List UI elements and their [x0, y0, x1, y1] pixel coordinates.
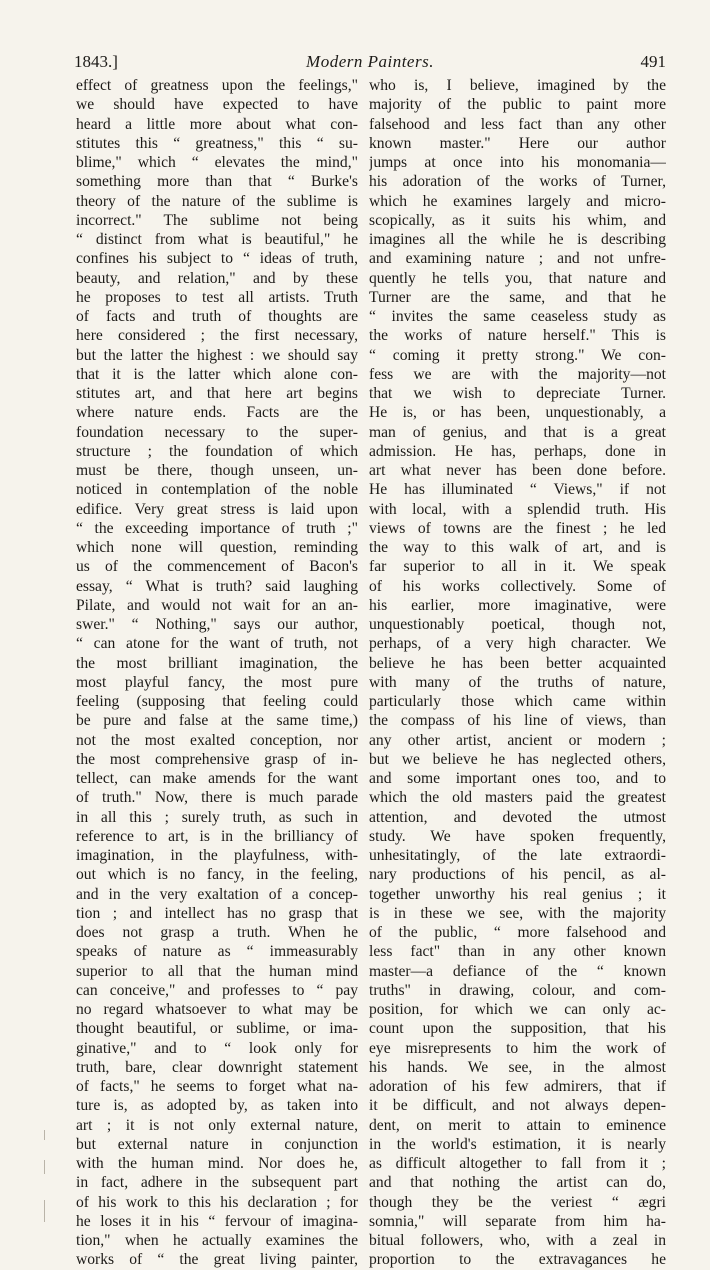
- text-line: He has illuminated “ Views," if not: [369, 481, 666, 499]
- text-line: is in these we see, with the majority: [369, 904, 666, 922]
- header-title: Modern Painters.: [306, 52, 434, 71]
- text-line: ginative," and to “ look only for: [76, 1039, 358, 1057]
- text-line: and examining nature ; and not unfre-: [369, 250, 666, 268]
- text-line: where nature ends. Facts are the: [76, 404, 358, 422]
- text-line: the most comprehensive grasp of in-: [76, 750, 358, 768]
- text-line: but external nature in conjunction: [76, 1135, 358, 1153]
- text-line: of facts," he seems to forget what na-: [76, 1078, 358, 1095]
- text-line: which none will question, reminding: [76, 539, 358, 556]
- text-line: position, for which we can only ac-: [369, 1001, 666, 1018]
- text-line: the works of nature herself." This is: [369, 327, 666, 345]
- text-line: no regard whatsoever to what may be: [76, 1001, 358, 1018]
- text-line: incorrect." The sublime not being: [76, 211, 358, 229]
- text-line: noticed in contemplation of the noble: [76, 481, 358, 499]
- text-line: in fact, adhere in the subsequent part: [76, 1174, 358, 1192]
- text-line: falsehood and less fact than any other: [369, 115, 666, 133]
- left-column: [76, 76, 358, 1270]
- text-line: any other artist, ancient or modern ;: [369, 731, 666, 749]
- text-line: eye misrepresents to him the work of: [369, 1039, 666, 1057]
- text-line: and in the very exaltation of a concep-: [76, 885, 358, 903]
- text-line: the most brilliant imagination, the: [76, 654, 358, 672]
- text-line: confines his subject to “ ideas of truth,: [76, 250, 358, 268]
- text-line: tion ; and intellect has no grasp that: [76, 904, 358, 922]
- text-line: tion," when he actually examines the: [76, 1232, 358, 1249]
- text-line: in all this ; surely truth, as such in: [76, 808, 358, 826]
- text-line: Turner are the same, and that he: [369, 288, 666, 306]
- header-year: 1843.]: [74, 52, 118, 71]
- text-line: “ the exceeding importance of truth ;": [76, 519, 358, 537]
- text-line: “ distinct from what is beautiful," he: [76, 231, 358, 248]
- text-line: stitutes this “ greatness," this “ su-: [76, 134, 358, 152]
- text-line: of the public, “ more falsehood and: [369, 924, 666, 941]
- text-line: nary productions of his pencil, as al-: [369, 866, 666, 884]
- text-line: his earlier, more imaginative, were: [369, 596, 666, 614]
- text-line: out which is no fancy, in the feeling,: [76, 866, 358, 884]
- text-line: his adoration of the works of Turner,: [369, 173, 666, 191]
- text-line: He is, or has been, unquestionably, a: [369, 404, 666, 422]
- text-line: imagines all the while he is describing: [369, 231, 666, 248]
- text-line: and that nothing the artist can do,: [369, 1174, 666, 1192]
- text-line: that we wish to depreciate Turner.: [369, 385, 666, 402]
- text-line: of facts and truth of thoughts are: [76, 308, 358, 325]
- text-line: particularly those which came within: [369, 693, 666, 710]
- text-line: perhaps, of a very high character. We: [369, 635, 666, 653]
- text-line: but we believe he has neglected others,: [369, 750, 666, 768]
- text-line: imagination, in the playfulness, with-: [76, 847, 358, 864]
- text-line: dent, on merit to attain to eminence: [369, 1116, 666, 1134]
- text-line: unhesitatingly, of the late extraordi-: [369, 847, 666, 864]
- text-line: together unworthy his real genius ; it: [369, 885, 666, 903]
- text-line: it be difficult, and not always depen-: [369, 1097, 666, 1115]
- text-line: speaks of nature as “ immeasurably: [76, 943, 358, 961]
- text-line: swer." “ Nothing," says our author,: [76, 616, 358, 633]
- text-line: beauty, and relation," and by these: [76, 269, 358, 287]
- text-line: and some important ones too, and to: [369, 770, 666, 787]
- text-line: truths" in drawing, colour, and com-: [369, 981, 666, 999]
- text-line: works of “ the great living painter,: [76, 1251, 358, 1269]
- text-line: superior to all that the human mind: [76, 962, 358, 980]
- text-line: the way to this walk of art, and is: [369, 539, 666, 556]
- text-line: art ; it is not only external nature,: [76, 1116, 358, 1134]
- text-line: less fact" than in any other known: [369, 943, 666, 961]
- text-line: though they be the veriest “ ægri: [369, 1193, 666, 1211]
- text-line: truth, bare, clear downright statement: [76, 1058, 358, 1076]
- text-line: scopically, as it suits his whim, and: [369, 211, 666, 229]
- text-line: blime," which “ elevates the mind,": [76, 154, 358, 171]
- text-line: heard a little more about what con-: [76, 115, 358, 133]
- text-line: attention, and devoted the utmost: [369, 808, 666, 826]
- text-line: structure ; the foundation of which: [76, 442, 358, 460]
- text-line: stitutes art, and that here art begins: [76, 385, 358, 402]
- text-line: majority of the public to paint more: [369, 96, 666, 114]
- text-line: ture is, as adopted by, as taken into: [76, 1097, 358, 1115]
- text-line: we should have expected to have: [76, 96, 358, 114]
- text-line: he loses it in his “ fervour of imagina-: [76, 1212, 358, 1230]
- text-line: believe he has been better acquainted: [369, 654, 666, 672]
- text-line: of truth." Now, there is much parade: [76, 789, 358, 807]
- text-line: master—a defiance of the “ known: [369, 962, 666, 980]
- text-line: far superior to all in it. We speak: [369, 558, 666, 576]
- text-line: count upon the supposition, that his: [369, 1020, 666, 1038]
- text-line: of his work to this his declaration ; for: [76, 1193, 358, 1211]
- text-line: views of towns are the finest ; he led: [369, 519, 666, 537]
- text-line: who is, I believe, imagined by the: [369, 77, 666, 94]
- text-line: that it is the latter which alone con-: [76, 365, 358, 383]
- text-line: here considered ; the first necessary,: [76, 327, 358, 345]
- text-line: us of the commencement of Bacon's: [76, 558, 358, 576]
- margin-mark: [44, 1160, 45, 1174]
- right-column: [369, 76, 666, 1270]
- text-line: with the human mind. Nor does he,: [76, 1155, 358, 1172]
- text-line: foundation necessary to the super-: [76, 423, 358, 441]
- text-line: feeling (supposing that feeling could: [76, 693, 358, 710]
- text-line: adoration of his few admirers, that if: [369, 1078, 666, 1095]
- text-line: can conceive," and professes to “ pay: [76, 981, 358, 999]
- text-line: edifice. Very great stress is laid upon: [76, 500, 358, 518]
- text-line: essay, “ What is truth? said laughing: [76, 577, 358, 595]
- text-line: “ can atone for the want of truth, not: [76, 635, 358, 653]
- text-line: with many of the truths of nature,: [369, 673, 666, 691]
- text-line: which he examines largely and micro-: [369, 192, 666, 210]
- text-line: somnia," will separate from him ha-: [369, 1212, 666, 1230]
- text-line: thought beautiful, or sublime, or ima-: [76, 1020, 358, 1038]
- text-line: of his works collectively. Some of: [369, 577, 666, 595]
- text-line: in the world's estimation, it is nearly: [369, 1135, 666, 1153]
- text-line: effect of greatness upon the feelings,": [76, 77, 358, 94]
- text-line: “ invites the same ceaseless study as: [369, 308, 666, 325]
- page-number: 491: [640, 52, 666, 71]
- margin-mark: [44, 1200, 45, 1222]
- text-line: his hands. We see, in the almost: [369, 1058, 666, 1076]
- text-line: be pure and false at the same time,): [76, 712, 358, 730]
- text-line: known master." Here our author: [369, 134, 666, 152]
- text-line: but the latter the highest : we should say: [76, 346, 358, 364]
- text-line: jumps at once into his monomania—: [369, 154, 666, 171]
- text-line: does not grasp a truth. When he: [76, 924, 358, 941]
- text-line: must be there, though unseen, un-: [76, 462, 358, 479]
- text-line: man of genius, and that is a great: [369, 423, 666, 441]
- text-line: as difficult altogether to fall from it ;: [369, 1155, 666, 1172]
- text-line: theory of the nature of the sublime is: [76, 192, 358, 210]
- text-line: most playful fancy, the most pure: [76, 673, 358, 691]
- margin-mark: [44, 1130, 45, 1140]
- text-line: the compass of his line of views, than: [369, 712, 666, 730]
- text-line: admission. He has, perhaps, done in: [369, 442, 666, 460]
- text-line: bitual followers, who, with a zeal in: [369, 1232, 666, 1249]
- text-line: not the most exalted conception, nor: [76, 731, 358, 749]
- text-line: unquestionably poetical, though not,: [369, 616, 666, 633]
- text-line: Pilate, and would not wait for an an-: [76, 596, 358, 614]
- text-line: quently he tells you, that nature and: [369, 269, 666, 287]
- text-line: study. We have spoken frequently,: [369, 827, 666, 845]
- text-line: “ coming it pretty strong." We con-: [369, 346, 666, 364]
- text-line: art what never has been done before.: [369, 462, 666, 479]
- text-line: with local, with a splendid truth. His: [369, 500, 666, 518]
- text-line: which the old masters paid the greatest: [369, 789, 666, 807]
- text-line: something more than that “ Burke's: [76, 173, 358, 191]
- running-header: [74, 52, 666, 78]
- text-line: reference to art, is in the brilliancy of: [76, 827, 358, 845]
- text-line: fess we are with the majority—not: [369, 365, 666, 383]
- text-line: proportion to the extravagances he: [369, 1251, 666, 1269]
- text-line: tellect, can make amends for the want: [76, 770, 358, 787]
- text-line: he proposes to test all artists. Truth: [76, 288, 358, 306]
